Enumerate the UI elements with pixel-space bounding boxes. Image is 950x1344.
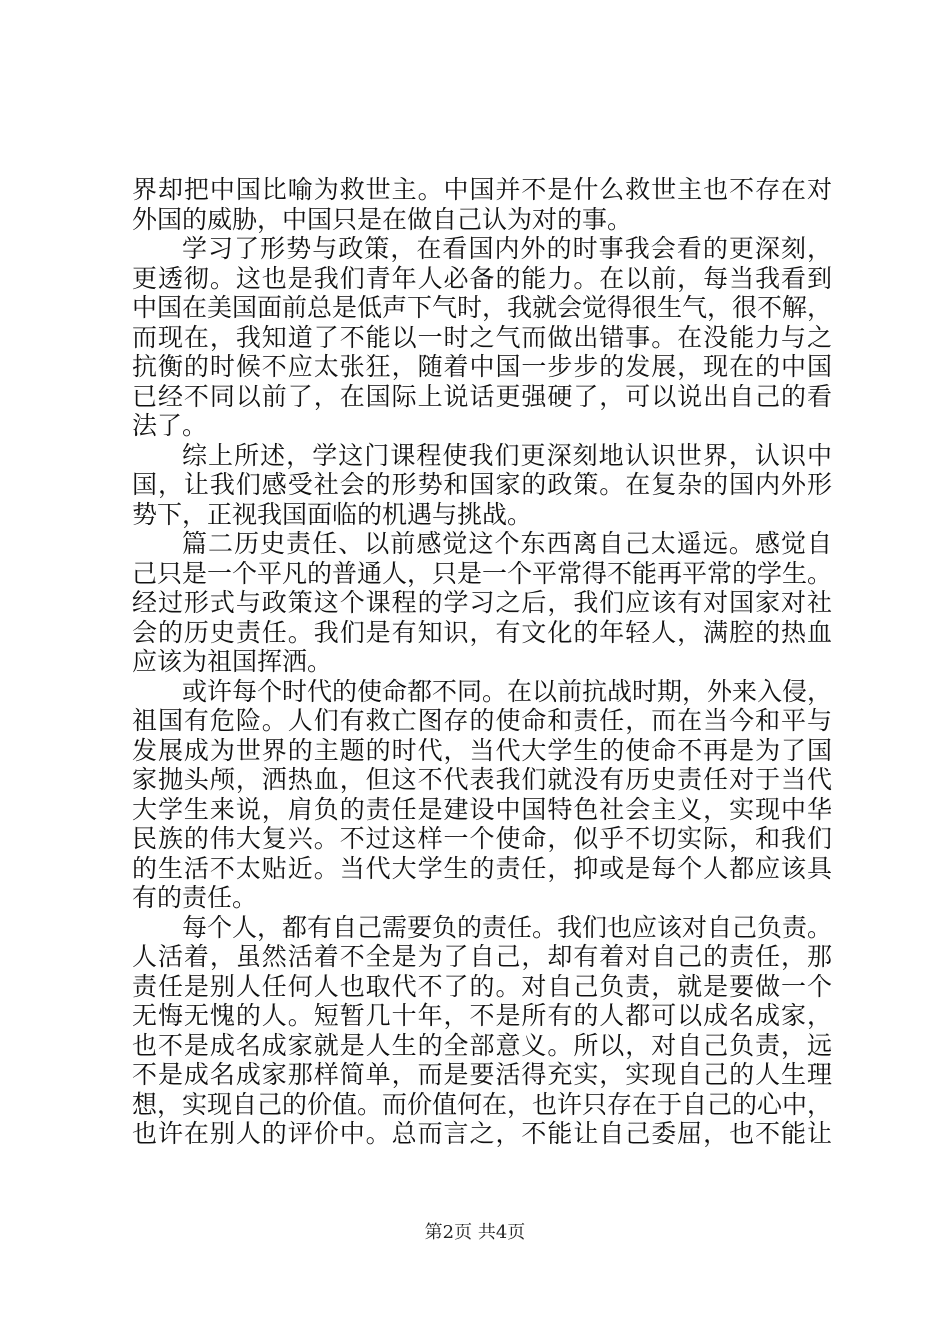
text-line: 责任是别人任何人也取代不了的。对自己负责，就是要做一个 xyxy=(132,971,832,1001)
text-line: 每个人，都有自己需要负的责任。我们也应该对自己负责。 xyxy=(182,912,833,942)
text-line: 也许在别人的评价中。总而言之，不能让自己委屈，也不能让 xyxy=(132,1119,832,1148)
text-line: 势下，正视我国面临的机遇与挑战。 xyxy=(132,499,533,529)
text-line: 民族的伟大复兴。不过这样一个使命，似乎不切实际，和我们 xyxy=(132,824,832,853)
text-line: 法了。 xyxy=(132,411,208,440)
text-line: 家抛头颅，洒热血，但这不代表我们就没有历史责任对于当代 xyxy=(132,765,832,794)
text-line: 而现在，我知道了不能以一时之气而做出错事。在没能力与之 xyxy=(132,322,832,352)
text-line: 或许每个时代的使命都不同。在以前抗战时期，外来入侵， xyxy=(182,676,833,706)
text-line: 国，让我们感受社会的形势和国家的政策。在复杂的国内外形 xyxy=(132,470,832,499)
text-line: 综上所述，学这门课程使我们更深刻地认识世界，认识中 xyxy=(182,440,832,470)
page-footer: 第2页 共4页 xyxy=(424,1222,526,1243)
text-line: 也不是成名成家就是人生的全部意义。所以，对自己负责，远 xyxy=(132,1030,832,1060)
text-line: 想，实现自己的价值。而价值何在，也许只存在于自己的心中， xyxy=(132,1089,833,1119)
text-line: 不是成名成家那样简单，而是要活得充实，实现自己的人生理 xyxy=(132,1060,832,1089)
body-text xyxy=(132,175,832,1149)
text-line: 外国的威胁，中国只是在做自己认为对的事。 xyxy=(132,204,633,234)
text-line: 界却把中国比喻为救世主。中国并不是什么救世主也不存在对 xyxy=(132,175,832,204)
text-line: 发展成为世界的主题的时代，当代大学生的使命不再是为了国 xyxy=(132,735,832,765)
text-line: 会的历史责任。我们是有知识，有文化的年轻人，满腔的热血 xyxy=(132,617,832,647)
text-line: 抗衡的时候不应太张狂，随着中国一步步的发展，现在的中国 xyxy=(132,352,832,381)
text-line: 学习了形势与政策，在看国内外的时事我会看的更深刻， xyxy=(182,234,832,263)
text-line: 大学生来说，肩负的责任是建设中国特色社会主义，实现中华 xyxy=(132,794,832,824)
text-line: 经过形式与政策这个课程的学习之后，我们应该有对国家对社 xyxy=(132,588,832,617)
text-line: 人活着，虽然活着不全是为了自己，却有着对自己的责任，那 xyxy=(132,942,832,971)
text-line: 无悔无愧的人。短暂几十年，不是所有的人都可以成名成家， xyxy=(132,1001,832,1030)
text-line: 的生活不太贴近。当代大学生的责任，抑或是每个人都应该具 xyxy=(132,853,832,883)
text-line: 应该为祖国挥洒。 xyxy=(132,647,333,676)
text-line: 已经不同以前了，在国际上说话更强硬了，可以说出自己的看 xyxy=(132,381,832,411)
text-line: 更透彻。这也是我们青年人必备的能力。在以前，每当我看到 xyxy=(132,263,832,293)
text-line: 中国在美国面前总是低声下气时，我就会觉得很生气，很不解， xyxy=(132,293,833,322)
text-line: 有的责任。 xyxy=(132,883,258,912)
text-line: 己只是一个平凡的普通人，只是一个平常得不能再平常的学生。 xyxy=(132,558,833,588)
text-line: 祖国有危险。人们有救亡图存的使命和责任，而在当今和平与 xyxy=(132,706,832,735)
text-line: 篇二历史责任、以前感觉这个东西离自己太遥远。感觉自 xyxy=(182,529,832,558)
